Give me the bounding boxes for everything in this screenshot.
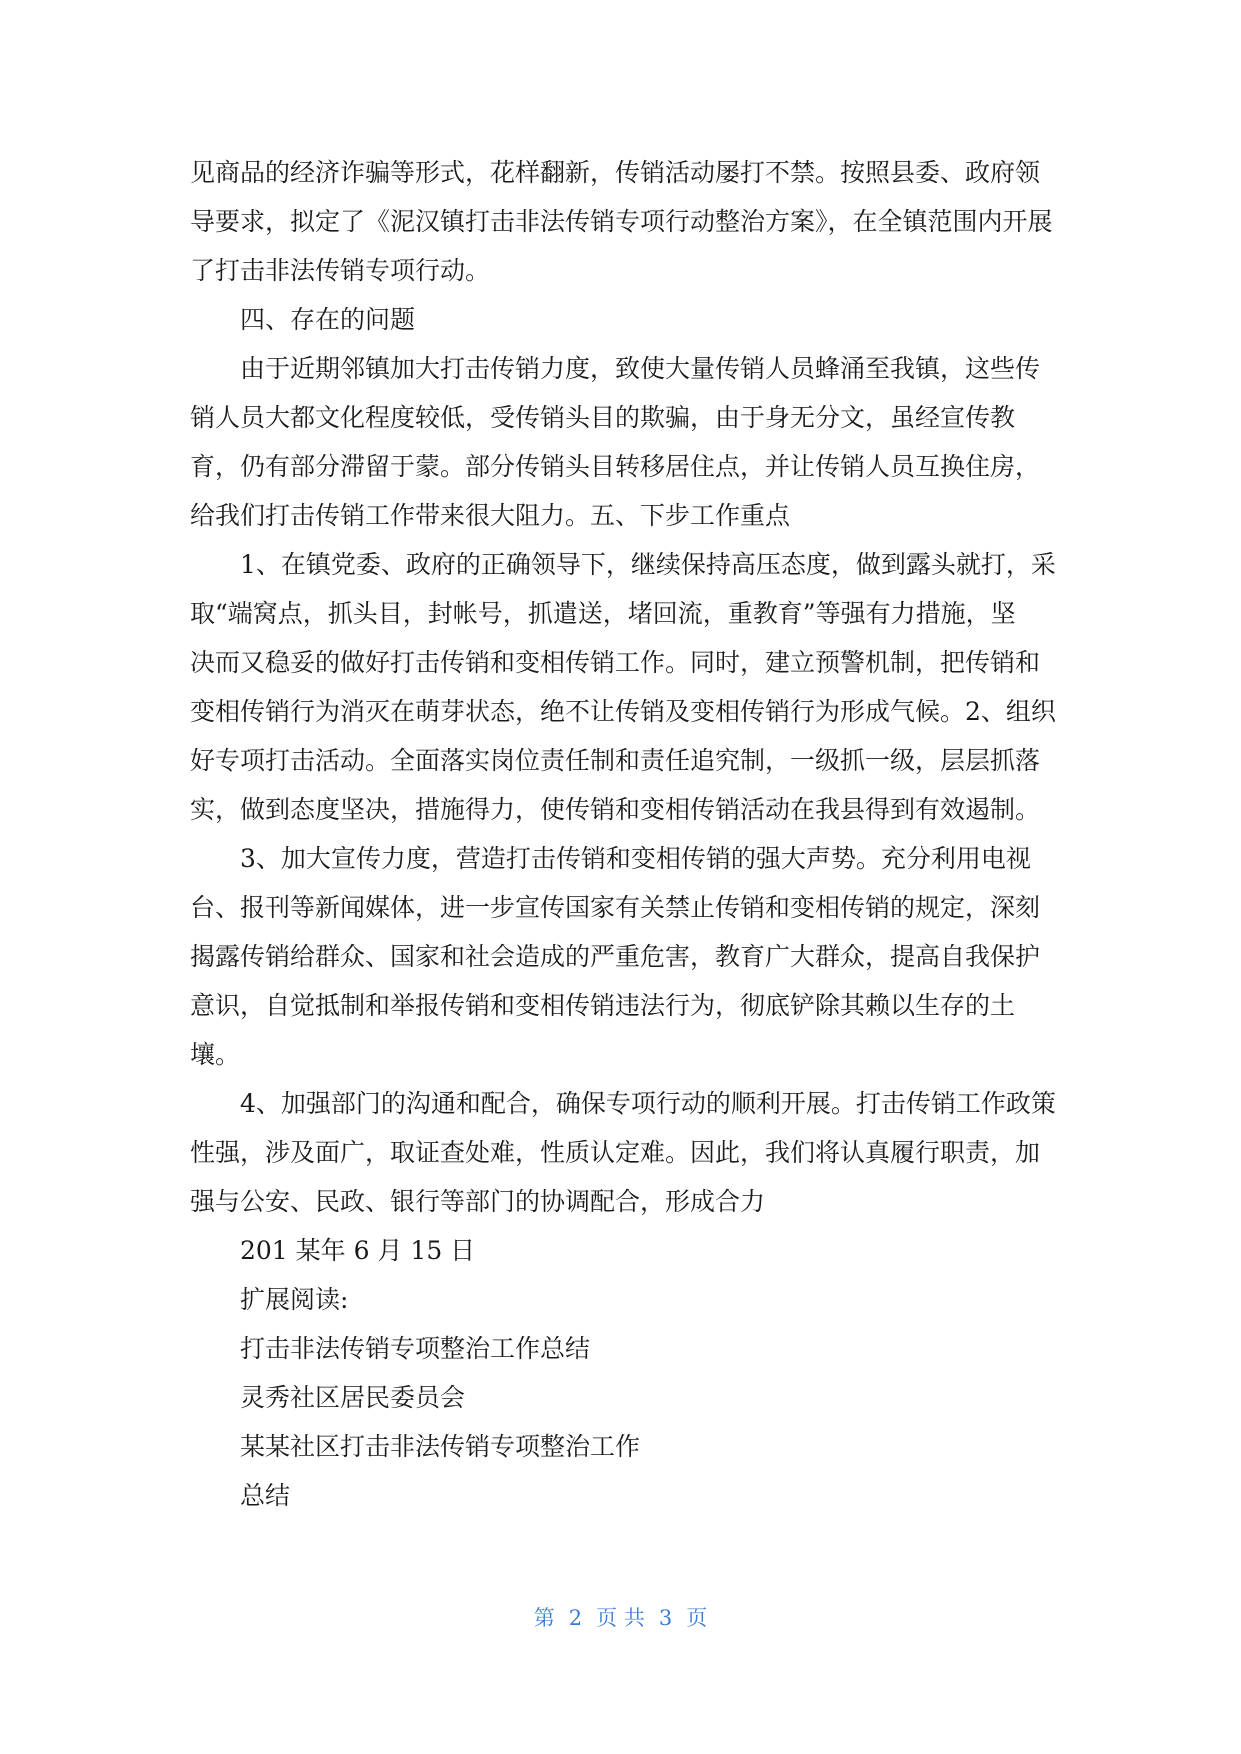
text-line: 育，仍有部分滞留于蒙。部分传销头目转移居住点，并让传销人员互换住房， [190,452,1041,481]
footer-page-number: 2 [568,1606,583,1630]
text-line: 性强，涉及面广，取证查处难，性质认定难。因此，我们将认真履行职责，加 [190,1138,1041,1167]
text-line: 销人员大都文化程度较低，受传销头目的欺骗，由于身无分文，虽经宣传教 [190,403,1016,432]
text-line: 台、报刊等新闻媒体，进一步宣传国家有关禁止传销和变相传销的规定，深刻 [190,893,1041,922]
text-line: 见商品的经济诈骗等形式，花样翻新，传销活动屡打不禁。按照县委、政府领 [190,158,1041,187]
text-line: 取“端窝点，抓头目，封帐号，抓遣送，堵回流，重教育”等强有力措施，坚 [190,599,1016,628]
text-line: 3、加大宣传力度，营造打击传销和变相传销的强大声势。充分利用电视 [240,844,1031,873]
text-line: 好专项打击活动。全面落实岗位责任制和责任追究制，一级抓一级，层层抓落 [190,746,1041,775]
date-line: 201 某年 6 月 15 日 [240,1236,476,1265]
text-line: 实，做到态度坚决，措施得力，使传销和变相传销活动在我县得到有效遏制。 [190,795,1041,824]
text-line: 揭露传销给群众、国家和社会造成的严重危害，教育广大群众，提高自我保护 [190,942,1041,971]
footer-label-di: 第 [533,1606,555,1630]
footer-label-ye-gong: 页 共 [596,1606,645,1630]
text-line: 总结 [240,1481,291,1510]
text-line: 灵秀社区居民委员会 [240,1383,466,1412]
text-line: 决而又稳妥的做好打击传销和变相传销工作。同时，建立预警机制，把传销和 [190,648,1041,677]
text-line: 了打击非法传销专项行动。 [190,256,491,285]
text-line: 1、在镇党委、政府的正确领导下，继续保持高压态度，做到露头就打，采 [240,550,1056,579]
text-line: 意识，自觉抵制和举报传销和变相传销违法行为，彻底铲除其赖以生存的土 [190,991,1016,1020]
footer-total-pages: 3 [658,1606,673,1630]
text-line: 变相传销行为消灭在萌芽状态，绝不让传销及变相传销行为形成气候。2、组织 [190,697,1056,726]
text-line: 4、加强部门的沟通和配合，确保专项行动的顺利开展。打击传销工作政策 [240,1089,1056,1118]
text-line: 导要求，拟定了《泥汉镇打击非法传销专项行动整治方案》，在全镇范围内开展 [190,207,1053,236]
page-footer [0,1602,1241,1632]
text-line: 壤。 [190,1040,241,1069]
text-line: 打击非法传销专项整治工作总结 [240,1334,591,1363]
text-line: 强与公安、民政、银行等部门的协调配合，形成合力 [190,1187,766,1216]
text-line: 由于近期邻镇加大打击传销力度，致使大量传销人员蜂涌至我镇，这些传 [240,354,1041,383]
text-line: 某某社区打击非法传销专项整治工作 [240,1432,641,1461]
text-line: 给我们打击传销工作带来很大阻力。五、下步工作重点 [190,501,791,530]
section-heading: 四、存在的问题 [240,305,416,334]
footer-label-ye: 页 [686,1606,708,1630]
extended-reading-label: 扩展阅读: [240,1285,349,1314]
document-body [190,148,1056,1520]
